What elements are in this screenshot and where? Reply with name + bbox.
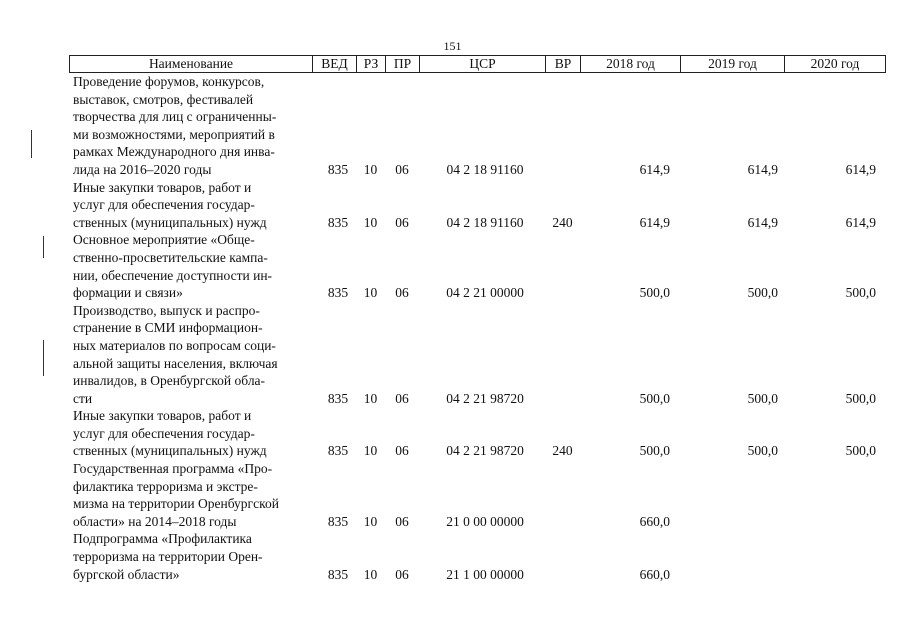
cell-rz: 10 <box>363 214 378 230</box>
table-row <box>69 407 886 460</box>
row-name-line: области» на 2014–2018 годы <box>73 513 237 529</box>
table-row <box>69 460 886 530</box>
row-name-line: странение в СМИ информацион- <box>73 320 263 336</box>
cell-y2018: 660,0 <box>639 513 670 529</box>
header-2020: 2020 год <box>810 56 860 71</box>
header-pr: ПР <box>386 56 420 72</box>
row-name <box>69 73 312 179</box>
row-name-line: бургской области» <box>73 566 180 582</box>
header-name: Наименование <box>70 56 313 72</box>
cell-csr: 04 2 18 91160 <box>446 214 524 230</box>
row-name-line: Иные закупки товаров, работ и <box>73 179 252 195</box>
cell-ved: 835 <box>327 161 349 177</box>
scan-artifact <box>43 340 44 376</box>
row-name-line: альной защиты населения, включая <box>73 355 278 371</box>
header-2019: 2019 год <box>681 56 785 72</box>
cell-y2018: 500,0 <box>639 285 670 301</box>
table-row <box>69 231 886 301</box>
row-name <box>69 231 312 301</box>
cell-y2018: 614,9 <box>639 161 670 177</box>
table-row <box>69 179 886 232</box>
cell-y2018: 614,9 <box>639 214 670 230</box>
row-name-line: инвалидов, в Оренбургской обла- <box>73 373 266 389</box>
table-body <box>69 73 886 583</box>
row-name-line: Иные закупки товаров, работ и <box>73 408 252 424</box>
cell-ved: 835 <box>327 443 349 459</box>
row-name <box>69 460 312 530</box>
row-name-line: сти <box>73 390 93 406</box>
header-2018: 2018 год <box>581 56 681 72</box>
cell-y2019: 614,9 <box>747 214 778 230</box>
header-vr: ВР <box>546 56 581 72</box>
row-name <box>69 407 312 460</box>
cell-rz: 10 <box>363 513 378 529</box>
cell-csr: 04 2 21 98720 <box>446 390 524 406</box>
header-ved: ВЕД <box>313 56 357 72</box>
cell-pr: 06 <box>395 566 409 582</box>
cell-y2020: 500,0 <box>845 285 876 301</box>
row-name-line: Государственная программа «Про- <box>73 461 273 477</box>
row-name <box>69 302 312 408</box>
cell-csr: 04 2 18 91160 <box>446 161 524 177</box>
cell-pr: 06 <box>395 214 409 230</box>
cell-y2020: 614,9 <box>845 214 876 230</box>
cell-pr: 06 <box>395 161 409 177</box>
cell-pr: 06 <box>395 390 409 406</box>
row-name-line: Производство, выпуск и распро- <box>73 302 260 318</box>
cell-ved: 835 <box>327 566 349 582</box>
cell-y2018: 500,0 <box>639 390 670 406</box>
cell-y2020: 500,0 <box>845 390 876 406</box>
cell-ved: 835 <box>327 513 349 529</box>
cell-ved: 835 <box>327 285 349 301</box>
cell-rz: 10 <box>363 566 378 582</box>
header-csr: ЦСР <box>420 56 546 72</box>
row-name-line: нии, обеспечение доступности ин- <box>73 267 273 283</box>
table-header <box>69 55 886 73</box>
cell-ved: 835 <box>327 214 349 230</box>
cell-rz: 10 <box>363 161 378 177</box>
cell-pr: 06 <box>395 285 409 301</box>
cell-y2019: 500,0 <box>747 390 778 406</box>
cell-pr: 06 <box>395 443 409 459</box>
row-name-line: лида на 2016–2020 годы <box>73 161 212 177</box>
page-number: 151 <box>443 39 462 53</box>
cell-rz: 10 <box>363 285 378 301</box>
scan-artifact <box>31 130 32 158</box>
row-name <box>69 179 312 232</box>
table-row <box>69 530 886 583</box>
cell-csr: 21 0 00 00000 <box>446 513 524 529</box>
row-name-line: Подпрограмма «Профилактика <box>73 531 252 547</box>
cell-y2018: 660,0 <box>639 566 670 582</box>
cell-pr: 06 <box>395 513 409 529</box>
row-name-line: творчества для лиц с ограниченны- <box>73 109 277 125</box>
cell-y2019: 500,0 <box>747 285 778 301</box>
row-name-line: терроризма на территории Орен- <box>73 549 263 565</box>
row-name-line: ственных (муниципальных) нужд <box>73 443 267 459</box>
row-name-line: рамках Международного дня инва- <box>73 144 275 160</box>
table-row <box>69 302 886 408</box>
cell-rz: 10 <box>363 390 378 406</box>
scan-artifact <box>43 236 44 258</box>
cell-vr: 240 <box>552 443 573 459</box>
cell-csr: 21 1 00 00000 <box>446 566 524 582</box>
row-name-line: выставок, смотров, фестивалей <box>73 91 254 107</box>
row-name-line: формации и связи» <box>73 285 183 301</box>
cell-ved: 835 <box>327 390 349 406</box>
cell-y2020: 614,9 <box>845 161 876 177</box>
cell-y2019: 500,0 <box>747 443 778 459</box>
row-name-line: Основное мероприятие «Обще- <box>73 232 255 248</box>
row-name-line: ственных (муниципальных) нужд <box>73 214 267 230</box>
cell-y2018: 500,0 <box>639 443 670 459</box>
row-name-line: Проведение форумов, конкурсов, <box>73 74 265 89</box>
header-rz: РЗ <box>357 56 386 72</box>
row-name-line: мизма на территории Оренбургской <box>73 496 279 512</box>
row-name-line: услуг для обеспечения государ- <box>73 425 255 441</box>
cell-y2020: 500,0 <box>845 443 876 459</box>
cell-y2019: 614,9 <box>747 161 778 177</box>
row-name-line: филактика терроризма и экстре- <box>73 478 258 494</box>
row-name-line: ми возможностями, мероприятий в <box>73 126 275 142</box>
table-row <box>69 73 886 179</box>
row-name-line: ных материалов по вопросам соци- <box>73 337 276 353</box>
row-name-line: услуг для обеспечения государ- <box>73 197 255 213</box>
row-name <box>69 530 312 583</box>
row-name-line: ственно-просветительские кампа- <box>73 249 268 265</box>
cell-vr: 240 <box>552 214 573 230</box>
cell-csr: 04 2 21 00000 <box>446 285 524 301</box>
cell-csr: 04 2 21 98720 <box>446 443 524 459</box>
cell-rz: 10 <box>363 443 378 459</box>
